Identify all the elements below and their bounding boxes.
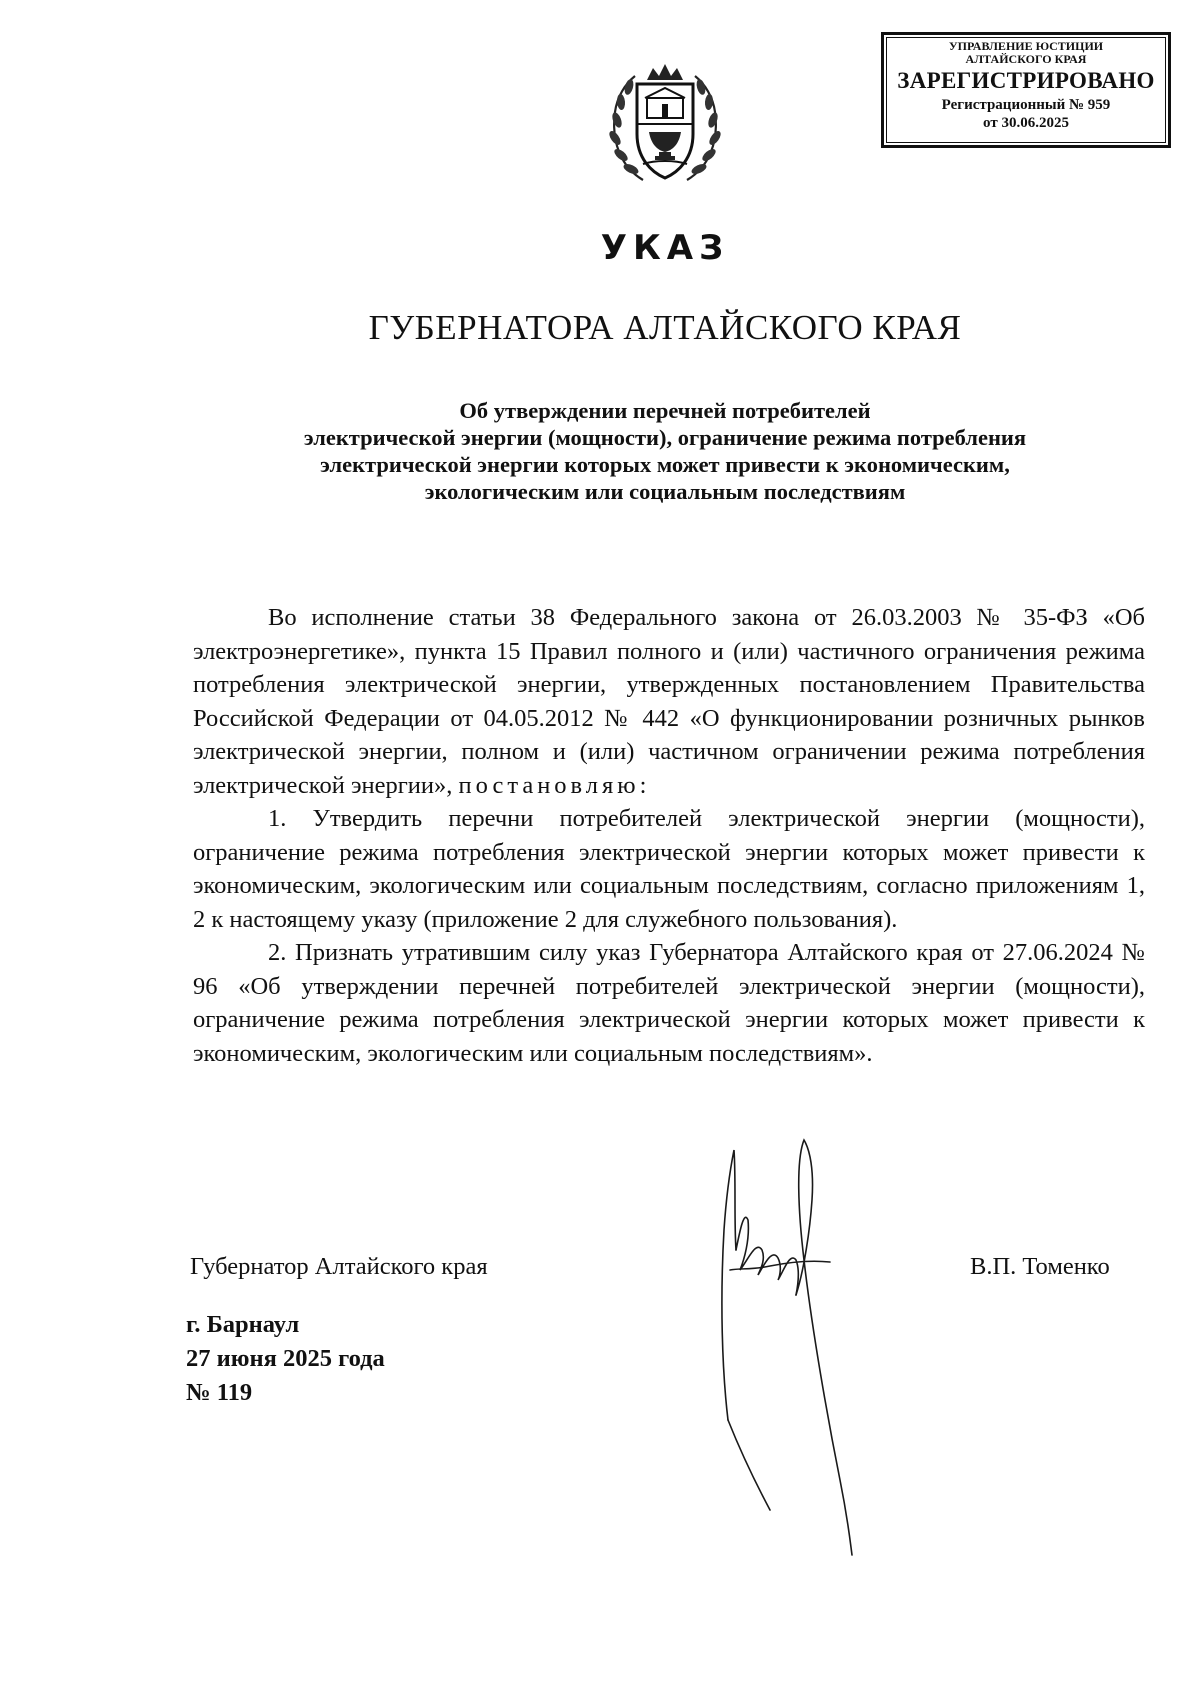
coat-of-arms-icon xyxy=(603,62,727,192)
document-footer xyxy=(186,1308,385,1410)
stamp-status: ЗАРЕГИСТРИРОВАНО xyxy=(897,68,1155,93)
document-type: УКАЗ xyxy=(600,228,730,268)
decree-word: постановляю: xyxy=(458,771,651,799)
title-line: Об утверждении перечней потребителей xyxy=(459,398,871,423)
document-number: № 119 xyxy=(186,1379,253,1406)
issue-city: г. Барнаул xyxy=(186,1311,300,1338)
document-body xyxy=(193,601,1145,1070)
title-line: электрической энергии (мощности), ограничение режима потребления xyxy=(303,425,1027,450)
stamp-reg-date: от 30.06.2025 xyxy=(983,115,1069,131)
title-line: электрической энергии которых может привести к экономическим, xyxy=(320,452,1010,477)
stamp-org-line-2: АЛТАЙСКОГО КРАЯ xyxy=(965,52,1087,66)
item-2-paragraph: 2. Признать утратившим силу указ Губернатора Алтайского края от 27.06.2024 № 96 «Об утверждении перечней потребителей электрической энергии (мощности), ограничение режима потребления электрической энергии которых может привести к экономическим, экологическим или социальным последствиям». xyxy=(193,939,1145,1067)
issue-date: 27 июня 2025 года xyxy=(186,1345,385,1372)
stamp-org-line-1: УПРАВЛЕНИЕ ЮСТИЦИИ xyxy=(948,39,1104,53)
preamble-text: Во исполнение статьи 38 Федерального закона от 26.03.2003 № 35-ФЗ «Об электроэнергетике», пункта 15 Правил полного и (или) частичного ограничения режима потребления электрической энергии, утвержденных постановлением Правительства Российской Федерации от 04.05.2012 № 442 «О функционировании розничных рынков электрической энергии, полном и (или) частичном ограничении режима потребления электрической энергии», xyxy=(193,604,1145,799)
handwritten-signature xyxy=(700,1120,880,1560)
signatory-position: Губернатор Алтайского края xyxy=(190,1253,488,1280)
item-1-paragraph: 1. Утвердить перечни потребителей электрической энергии (мощности), ограничение режима потребления электрической энергии которых может привести к экономическим, экологическим или социальным последствиям, согласно приложениям 1, 2 к настоящему указу (приложение 2 для служебного пользования). xyxy=(193,805,1145,933)
registration-stamp xyxy=(881,32,1171,148)
stamp-reg-number: Регистрационный № 959 xyxy=(941,97,1111,113)
signatory-name: В.П. Томенко xyxy=(970,1253,1110,1280)
document-title xyxy=(180,397,1150,505)
title-line: экологическим или социальным последствиям xyxy=(424,479,906,504)
preamble-paragraph xyxy=(193,601,1145,802)
document-issuer: ГУБЕРНАТОРА АЛТАЙСКОГО КРАЯ xyxy=(368,308,962,347)
